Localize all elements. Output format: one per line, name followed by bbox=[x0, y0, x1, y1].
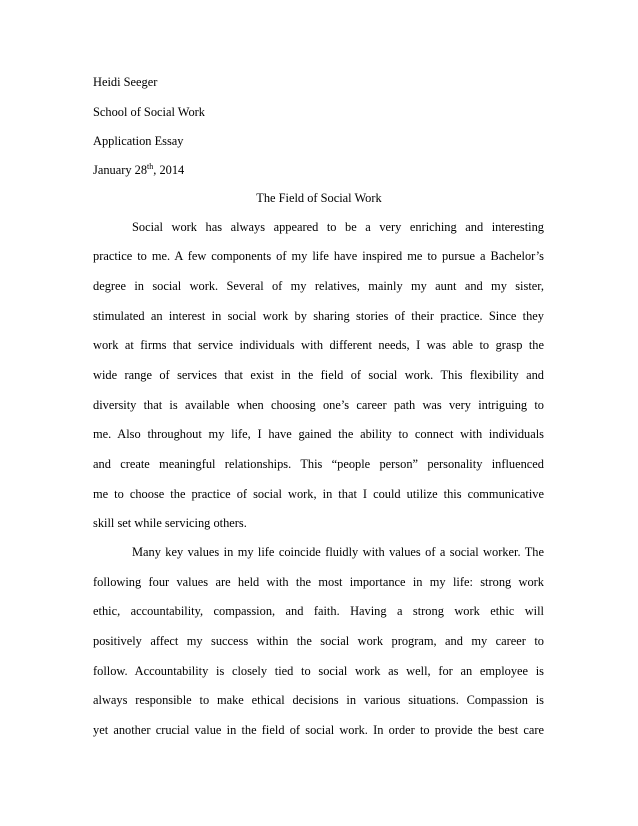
document-type: Application Essay bbox=[93, 134, 184, 148]
paragraph-line: ethic, accountability, compassion, and faith. Having a strong work ethic will bbox=[93, 604, 544, 618]
author-name: Heidi Seeger bbox=[93, 75, 158, 89]
paragraph-line: and create meaningful relationships. This “people person” personality influenced bbox=[93, 457, 544, 471]
paragraph-line: me to choose the practice of social work, in that I could utilize this communicative bbox=[93, 487, 544, 501]
paragraph-line: Many key values in my life coincide fluidly with values of a social worker. The bbox=[132, 545, 544, 559]
date-ordinal: th bbox=[147, 161, 154, 171]
paragraph-line: stimulated an interest in social work by sharing stories of their practice. Since they bbox=[93, 309, 544, 323]
paragraph-line: practice to me. A few components of my life have inspired me to pursue a Bachelor’s bbox=[93, 249, 544, 263]
paragraph-line: me. Also throughout my life, I have gained the ability to connect with individuals bbox=[93, 427, 544, 441]
paragraph-line: skill set while servicing others. bbox=[93, 516, 247, 530]
date-prefix: January 28 bbox=[93, 163, 148, 177]
paragraph-line: degree in social work. Several of my relatives, mainly my aunt and my sister, bbox=[93, 279, 544, 293]
document-date bbox=[93, 162, 184, 178]
paragraph-line: yet another crucial value in the field of social work. In order to provide the best care bbox=[93, 723, 544, 737]
school-name: School of Social Work bbox=[93, 105, 205, 119]
paragraph-line: work at firms that service individuals with different needs, I was able to grasp the bbox=[93, 338, 544, 352]
essay-title: The Field of Social Work bbox=[256, 191, 382, 205]
paragraph-line: Social work has always appeared to be a very enriching and interesting bbox=[132, 220, 544, 234]
paragraph-line: follow. Accountability is closely tied to social work as well, for an employee is bbox=[93, 664, 544, 678]
paragraph-line: always responsible to make ethical decisions in various situations. Compassion is bbox=[93, 693, 544, 707]
paragraph-line: positively affect my success within the social work program, and my career to bbox=[93, 634, 544, 648]
paragraph-line: following four values are held with the most importance in my life: strong work bbox=[93, 575, 544, 589]
date-suffix: , 2014 bbox=[153, 163, 185, 177]
paragraph-line: diversity that is available when choosing one’s career path was very intriguing to bbox=[93, 398, 544, 412]
paragraph-line: wide range of services that exist in the field of social work. This flexibility and bbox=[93, 368, 544, 382]
